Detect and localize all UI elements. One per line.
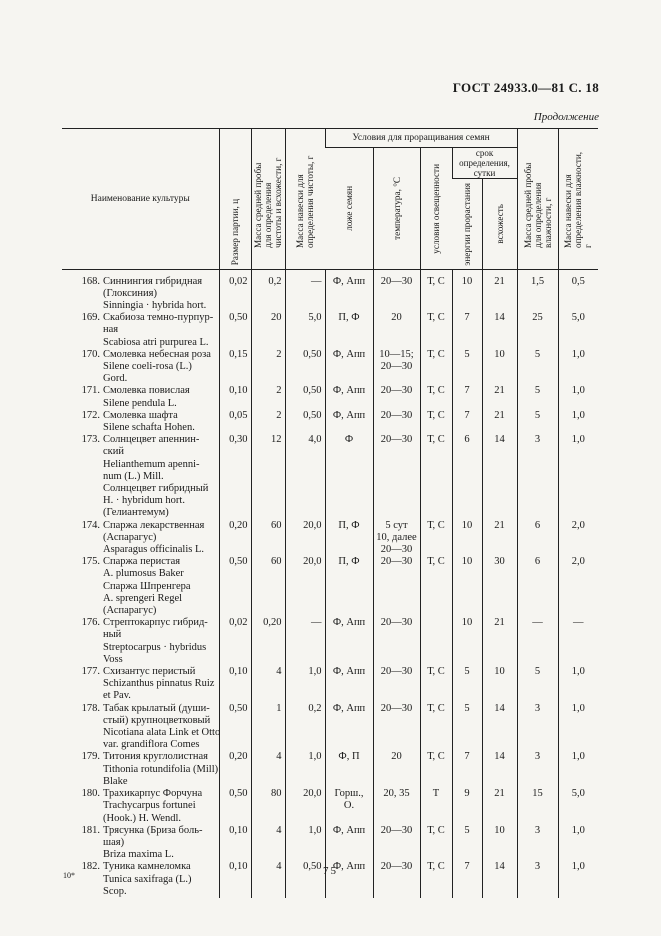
crop-name-line: (Аспарагус): [103, 605, 157, 617]
crop-name-line: num (L.) Mill.: [103, 470, 164, 482]
crop-name-line: Спаржа перистая: [103, 556, 181, 568]
mass-moisture-cell: 25: [517, 312, 558, 349]
temperature-cell: 20—30: [373, 861, 420, 898]
crop-name-line: Синнингия гибридная: [103, 275, 203, 287]
header-mass-moisture: Масса средней пробы для определения влажности, г: [517, 129, 558, 270]
light-cell: Т, С: [420, 751, 452, 788]
seed-bed-cell: Ф, Апп: [325, 703, 373, 752]
germination-cell: 10: [482, 349, 517, 386]
mass-purity-cell: 60: [251, 556, 285, 617]
mass-moisture-cell: 5: [517, 410, 558, 434]
mass-moisture-sample-cell: 1,0: [558, 410, 598, 434]
energy-cell: 10: [452, 269, 482, 312]
table-row: [62, 703, 598, 752]
table-row: [62, 556, 598, 617]
row-number: 179.: [81, 751, 100, 763]
germination-cell: 14: [482, 703, 517, 752]
temperature-cell: 20—30: [373, 617, 420, 666]
mass-moisture-sample-cell: —: [558, 617, 598, 666]
crop-name-line: Трясунка (Бриза боль-: [103, 824, 203, 836]
row-number: 178.: [81, 702, 100, 714]
crop-name-line: Солнцецвет апеннин-: [103, 434, 200, 446]
crop-name-line: Tithonia rotundifolia (Mill): [103, 763, 219, 775]
crop-name-line: Спаржа Шпренгера: [103, 580, 191, 592]
seed-bed-cell: Ф, Апп: [325, 825, 373, 862]
row-number: 172.: [81, 409, 100, 421]
crop-name-line: Briza maxima L.: [103, 849, 174, 861]
mass-moisture-sample-cell: 1,0: [558, 385, 598, 409]
light-cell: Т: [420, 788, 452, 825]
germination-cell: 10: [482, 666, 517, 703]
crop-name-line: (Аспарагус): [103, 531, 157, 543]
lot-size-cell: 0,10: [219, 666, 251, 703]
lot-size-cell: 0,20: [219, 751, 251, 788]
light-cell: Т, С: [420, 825, 452, 862]
mass-purity-cell: 2: [251, 410, 285, 434]
light-cell: Т, С: [420, 666, 452, 703]
mass-moisture-cell: 3: [517, 751, 558, 788]
footer-mark: 10*: [63, 871, 75, 880]
mass-purity-cell: 2: [251, 349, 285, 386]
crop-name-line: Схизантус перистый: [103, 666, 196, 678]
seed-bed-cell: Ф, Апп: [325, 617, 373, 666]
header-energy: энергии прорастания: [452, 179, 482, 270]
light-cell: Т, С: [420, 349, 452, 386]
crop-name-cell: [62, 385, 219, 409]
germination-cell: 30: [482, 556, 517, 617]
header-mass-moisture-sample: Масса навески для определения влажности, г: [558, 129, 598, 270]
row-number: 180.: [81, 788, 100, 800]
mass-moisture-sample-cell: 1,0: [558, 751, 598, 788]
lot-size-cell: 0,50: [219, 703, 251, 752]
temperature-cell: 20—30: [373, 825, 420, 862]
mass-sample-cell: 0,2: [285, 703, 325, 752]
lot-size-cell: 0,10: [219, 825, 251, 862]
energy-cell: 7: [452, 410, 482, 434]
crop-name-cell: [62, 617, 219, 666]
energy-cell: 7: [452, 861, 482, 898]
seed-bed-cell: П, Ф: [325, 556, 373, 617]
crop-name-line: A. plumosus Baker: [103, 568, 184, 580]
mass-moisture-cell: 3: [517, 434, 558, 519]
lot-size-cell: 0,50: [219, 788, 251, 825]
seed-bed-cell: Ф, П: [325, 751, 373, 788]
row-number: 173.: [81, 434, 100, 446]
temperature-cell: 20—30: [373, 434, 420, 519]
crop-name-line: A. sprengeri Regel: [103, 592, 183, 604]
crop-name-line: et Pav.: [103, 690, 131, 702]
energy-cell: 5: [452, 349, 482, 386]
crop-name-line: шая): [103, 836, 125, 848]
mass-moisture-sample-cell: 5,0: [558, 312, 598, 349]
lot-size-cell: 0,30: [219, 434, 251, 519]
header-mass-sample: Масса навески для определения чистоты, г: [285, 129, 325, 270]
crop-name-line: стый) крупноцветковый: [103, 714, 211, 726]
crop-name-line: var. grandiflora Comes: [103, 739, 200, 751]
crop-name-line: ский: [103, 446, 124, 458]
crop-name-line: (Гелиантемум): [103, 507, 169, 519]
seed-norms-table: [62, 128, 598, 898]
germination-cell: 10: [482, 825, 517, 862]
page-number: 75: [323, 865, 338, 877]
table-row: [62, 751, 598, 788]
mass-sample-cell: 0,50: [285, 410, 325, 434]
row-number: 182.: [81, 861, 100, 873]
row-number: 169.: [81, 312, 100, 324]
mass-moisture-cell: —: [517, 617, 558, 666]
lot-size-cell: 0,50: [219, 556, 251, 617]
table-row: [62, 434, 598, 519]
crop-name-line: Scabiosa atri purpurea L.: [103, 336, 209, 348]
energy-cell: 5: [452, 666, 482, 703]
mass-moisture-cell: 15: [517, 788, 558, 825]
table-row: [62, 349, 598, 386]
crop-name-line: H. · hybridum hort.: [103, 495, 185, 507]
mass-moisture-sample-cell: 1,0: [558, 861, 598, 898]
light-cell: [420, 617, 452, 666]
crop-name-line: Scop.: [103, 885, 127, 897]
light-cell: Т, С: [420, 520, 452, 557]
seed-bed-cell: Ф, Апп: [325, 666, 373, 703]
crop-name-line: Silene pendula L.: [103, 397, 177, 409]
crop-name-line: (Глоксиния): [103, 287, 157, 299]
mass-sample-cell: 5,0: [285, 312, 325, 349]
mass-moisture-sample-cell: 0,5: [558, 269, 598, 312]
mass-moisture-sample-cell: 1,0: [558, 703, 598, 752]
mass-sample-cell: 20,0: [285, 788, 325, 825]
crop-name-cell: [62, 312, 219, 349]
mass-moisture-sample-cell: 2,0: [558, 556, 598, 617]
light-cell: Т, С: [420, 556, 452, 617]
crop-name-line: Солнцецвет гибридный: [103, 483, 209, 495]
crop-name-line: Helianthemum apenni-: [103, 458, 200, 470]
seed-bed-cell: П, Ф: [325, 312, 373, 349]
crop-name-cell: [62, 825, 219, 862]
light-cell: Т, С: [420, 434, 452, 519]
germination-cell: 14: [482, 861, 517, 898]
table-row: [62, 269, 598, 312]
header-temperature: температура, °С: [373, 148, 420, 270]
energy-cell: 7: [452, 312, 482, 349]
table-row: [62, 617, 598, 666]
table-row: [62, 825, 598, 862]
crop-name-cell: [62, 349, 219, 386]
temperature-cell: 20: [373, 312, 420, 349]
mass-moisture-sample-cell: 5,0: [558, 788, 598, 825]
mass-moisture-cell: 3: [517, 703, 558, 752]
mass-moisture-sample-cell: 1,0: [558, 825, 598, 862]
energy-cell: 9: [452, 788, 482, 825]
crop-name-line: Титония круглолистная: [103, 751, 208, 763]
crop-name-line: Streptocarpus · hybridus: [103, 641, 207, 653]
continuation-label: Продолжение: [533, 111, 599, 123]
header-crop-name: Наименование культуры: [62, 129, 219, 270]
germination-cell: 21: [482, 385, 517, 409]
seed-bed-cell: Ф, Апп: [325, 861, 373, 898]
lot-size-cell: 0,05: [219, 410, 251, 434]
row-number: 168.: [81, 275, 100, 287]
mass-purity-cell: 4: [251, 666, 285, 703]
crop-name-line: Nicotiana alata Link et Otto: [103, 727, 221, 739]
mass-purity-cell: 2: [251, 385, 285, 409]
mass-sample-cell: 20,0: [285, 556, 325, 617]
mass-moisture-cell: 5: [517, 349, 558, 386]
crop-name-cell: [62, 434, 219, 519]
temperature-cell: 10—15; 20—30: [373, 349, 420, 386]
crop-name-line: Silene schafta Hohen.: [103, 422, 195, 433]
mass-purity-cell: 0,2: [251, 269, 285, 312]
temperature-cell: 20—30: [373, 703, 420, 752]
crop-name-cell: [62, 788, 219, 825]
light-cell: Т, С: [420, 861, 452, 898]
crop-name-cell: [62, 556, 219, 617]
header-germination-conditions: Условия для проращивания семян: [325, 129, 517, 148]
energy-cell: 7: [452, 385, 482, 409]
mass-sample-cell: 1,0: [285, 751, 325, 788]
crop-name-line: Blake: [103, 775, 128, 787]
temperature-cell: 5 сут 10, далее 20—30: [373, 520, 420, 557]
row-number: 177.: [81, 666, 100, 678]
crop-name-cell: [62, 666, 219, 703]
energy-cell: 10: [452, 617, 482, 666]
mass-purity-cell: 0,20: [251, 617, 285, 666]
temperature-cell: 20—30: [373, 666, 420, 703]
energy-cell: 7: [452, 751, 482, 788]
mass-moisture-cell: 3: [517, 825, 558, 862]
crop-name-line: Смолевка небесная роза: [103, 348, 211, 360]
seed-bed-cell: П, Ф: [325, 520, 373, 557]
lot-size-cell: 0,02: [219, 269, 251, 312]
energy-cell: 5: [452, 825, 482, 862]
standard-table-sheet: [62, 128, 598, 898]
light-cell: Т, С: [420, 410, 452, 434]
crop-name-line: Табак крылатый (души-: [103, 702, 210, 714]
crop-name-cell: [62, 269, 219, 312]
header-mass-purity: Масса средней пробы для определения чистоты и всхожести, г: [251, 129, 285, 270]
mass-purity-cell: 4: [251, 825, 285, 862]
crop-name-line: Смолевка повислая: [103, 385, 190, 397]
germination-cell: 21: [482, 269, 517, 312]
mass-moisture-cell: 5: [517, 385, 558, 409]
germination-cell: 21: [482, 410, 517, 434]
mass-sample-cell: 0,50: [285, 385, 325, 409]
mass-moisture-sample-cell: 1,0: [558, 666, 598, 703]
light-cell: Т, С: [420, 312, 452, 349]
mass-sample-cell: 0,50: [285, 349, 325, 386]
germination-cell: 14: [482, 312, 517, 349]
mass-purity-cell: 1: [251, 703, 285, 752]
crop-name-line: Стрептокарпус гибрид-: [103, 617, 208, 629]
crop-name-line: Asparagus officinalis L.: [103, 544, 204, 556]
crop-name-line: ная: [103, 324, 119, 336]
row-number: 171.: [81, 385, 100, 397]
seed-bed-cell: Ф, Апп: [325, 410, 373, 434]
mass-moisture-cell: 6: [517, 520, 558, 557]
crop-name-cell: [62, 751, 219, 788]
header-lot-size: Размер партии, ц: [219, 129, 251, 270]
table-row: [62, 385, 598, 409]
mass-purity-cell: 80: [251, 788, 285, 825]
row-number: 176.: [81, 617, 100, 629]
mass-moisture-cell: 5: [517, 666, 558, 703]
crop-name-line: Смолевка шафта: [103, 409, 178, 421]
temperature-cell: 20: [373, 751, 420, 788]
lot-size-cell: 0,15: [219, 349, 251, 386]
crop-name-line: Туника камнеломка: [103, 861, 191, 873]
seed-bed-cell: Ф, Апп: [325, 269, 373, 312]
seed-bed-cell: Горш., О.: [325, 788, 373, 825]
mass-sample-cell: 20,0: [285, 520, 325, 557]
crop-name-line: Schizanthus pinnatus Ruiz: [103, 678, 215, 690]
lot-size-cell: 0,50: [219, 312, 251, 349]
crop-name-line: Спаржа лекарственная: [103, 519, 205, 531]
temperature-cell: 20—30: [373, 556, 420, 617]
germination-cell: 21: [482, 617, 517, 666]
crop-name-line: Tunica saxifraga (L.): [103, 873, 192, 885]
temperature-cell: 20—30: [373, 410, 420, 434]
germination-cell: 14: [482, 751, 517, 788]
energy-cell: 6: [452, 434, 482, 519]
crop-name-line: Trachycarpus fortunei: [103, 800, 196, 812]
mass-purity-cell: 20: [251, 312, 285, 349]
header-seed-bed: ложе семян: [325, 148, 373, 270]
crop-name-line: Voss: [103, 653, 123, 665]
row-number: 170.: [81, 348, 100, 360]
mass-moisture-cell: 6: [517, 556, 558, 617]
mass-moisture-cell: 1,5: [517, 269, 558, 312]
crop-name-cell: [62, 410, 219, 434]
crop-name-line: Gord.: [103, 373, 128, 385]
germination-cell: 14: [482, 434, 517, 519]
mass-sample-cell: —: [285, 269, 325, 312]
mass-purity-cell: 4: [251, 751, 285, 788]
germination-cell: 21: [482, 520, 517, 557]
crop-name-line: Скабиоза темно-пурпур-: [103, 312, 214, 324]
energy-cell: 5: [452, 703, 482, 752]
crop-name-line: ный: [103, 629, 122, 641]
temperature-cell: 20—30: [373, 269, 420, 312]
light-cell: Т, С: [420, 385, 452, 409]
crop-name-line: Sinningia · hybrida hort.: [103, 299, 207, 311]
mass-moisture-sample-cell: 2,0: [558, 520, 598, 557]
crop-name-line: (Hook.) H. Wendl.: [103, 812, 181, 824]
mass-sample-cell: 1,0: [285, 666, 325, 703]
crop-name-cell: [62, 703, 219, 752]
mass-purity-cell: 4: [251, 861, 285, 898]
lot-size-cell: 0,02: [219, 617, 251, 666]
mass-sample-cell: 0,50: [285, 861, 325, 898]
germination-cell: 21: [482, 788, 517, 825]
header-germination: всхожесть: [482, 179, 517, 270]
row-number: 174.: [81, 519, 100, 531]
table-row: [62, 520, 598, 557]
mass-purity-cell: 12: [251, 434, 285, 519]
seed-bed-cell: Ф, Апп: [325, 385, 373, 409]
row-number: 181.: [81, 824, 100, 836]
header-light: условия освещенности: [420, 148, 452, 270]
crop-name-line: Трахикарпус Форчуна: [103, 788, 203, 800]
temperature-cell: 20, 35: [373, 788, 420, 825]
mass-moisture-sample-cell: 1,0: [558, 349, 598, 386]
table-row: [62, 312, 598, 349]
energy-cell: 10: [452, 520, 482, 557]
mass-purity-cell: 60: [251, 520, 285, 557]
mass-sample-cell: 1,0: [285, 825, 325, 862]
header-terms: срок определения, сутки: [452, 148, 517, 179]
table-row: [62, 788, 598, 825]
light-cell: Т, С: [420, 703, 452, 752]
light-cell: Т, С: [420, 269, 452, 312]
energy-cell: 10: [452, 556, 482, 617]
seed-bed-cell: Ф: [325, 434, 373, 519]
lot-size-cell: 0,20: [219, 520, 251, 557]
mass-moisture-sample-cell: 1,0: [558, 434, 598, 519]
crop-name-cell: [62, 520, 219, 557]
row-number: 175.: [81, 556, 100, 568]
crop-name-line: Silene coeli-rosa (L.): [103, 360, 192, 372]
lot-size-cell: 0,10: [219, 385, 251, 409]
mass-sample-cell: —: [285, 617, 325, 666]
table-row: [62, 666, 598, 703]
temperature-cell: 20—30: [373, 385, 420, 409]
seed-bed-cell: Ф, Апп: [325, 349, 373, 386]
lot-size-cell: 0,10: [219, 861, 251, 898]
page-title: ГОСТ 24933.0—81 С. 18: [452, 80, 599, 95]
table-row: [62, 410, 598, 434]
mass-sample-cell: 4,0: [285, 434, 325, 519]
mass-moisture-cell: 3: [517, 861, 558, 898]
